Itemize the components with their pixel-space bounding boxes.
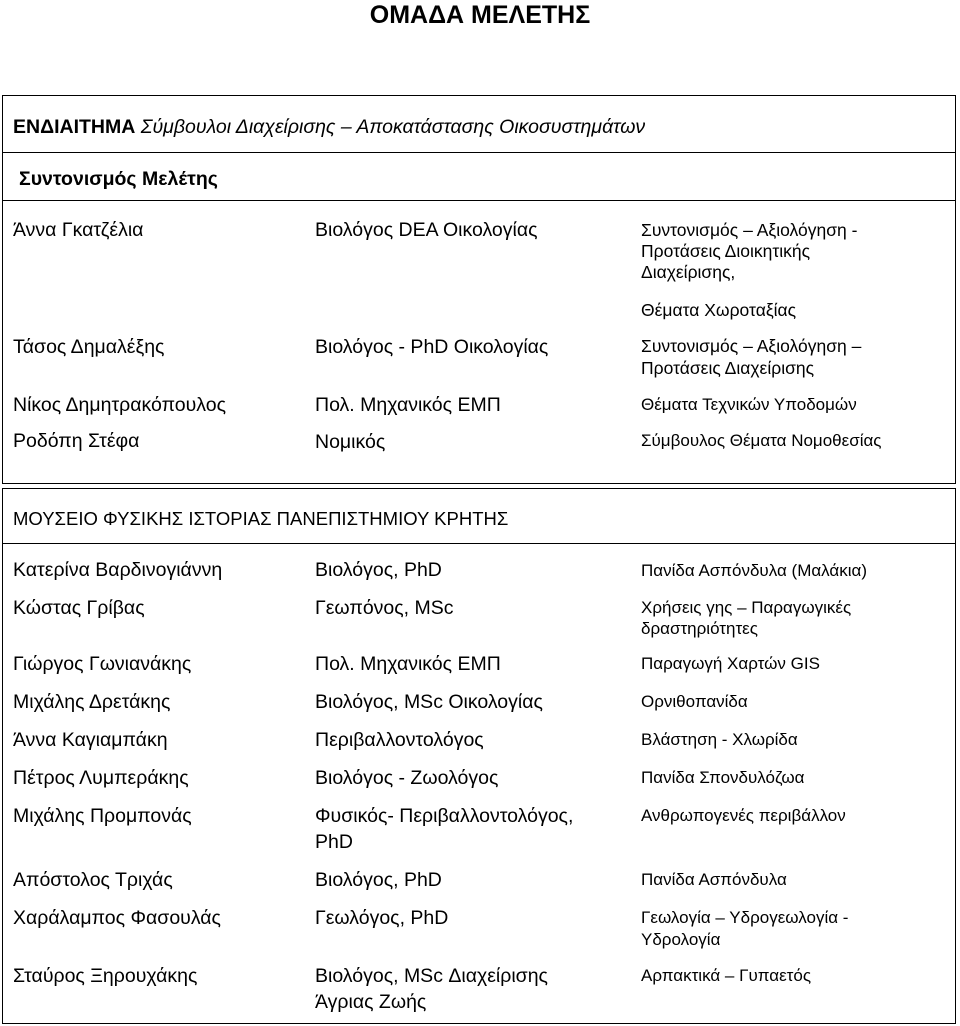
member-title: Γεωλόγος, PhD <box>315 907 449 929</box>
section-endiaitima <box>2 95 956 484</box>
member-title: Βιολόγος, PhD <box>315 559 442 581</box>
member-role-line: Αρπακτικά – Γυπαετός <box>641 966 812 985</box>
member-role-line: Γεωλογία – Υδρογεωλογία - <box>641 908 849 927</box>
member-title: Βιολόγος - PhD Οικολογίας <box>315 336 549 358</box>
member-role-line: Θέματα Τεχνικών Υποδομών <box>641 395 857 414</box>
member-title: Περιβαλλοντολόγος <box>315 729 484 751</box>
member-title: Φυσικός- Περιβαλλοντολόγος, <box>315 805 574 827</box>
member-role-line: Σύμβουλος Θέματα Νομοθεσίας <box>641 431 882 450</box>
member-title: Βιολόγος, MSc Οικολογίας <box>315 691 543 713</box>
page-title: ΟΜΑΔΑ ΜΕΛΕΤΗΣ <box>369 1 591 29</box>
section-heading <box>13 116 645 139</box>
member-role-line: Χρήσεις γης – Παραγωγικές <box>641 598 852 617</box>
member-name: Γιώργος Γωνιανάκης <box>13 653 192 675</box>
member-role-line: Πανίδα Σπονδυλόζωα <box>641 768 805 787</box>
member-title: Γεωπόνος, MSc <box>315 597 454 619</box>
divider <box>3 543 955 544</box>
member-name: Κατερίνα Βαρδινογιάννη <box>13 559 223 581</box>
member-role-line: Πανίδα Ασπόνδυλα (Μαλάκια) <box>641 561 868 580</box>
member-title: Βιολόγος DEA Οικολογίας <box>315 219 538 241</box>
member-name: Τάσος Δημαλέξης <box>13 336 165 358</box>
member-name: Μιχάλης Προμπονάς <box>13 805 192 827</box>
member-title: Νομικός <box>315 431 386 453</box>
member-role-line: δραστηριότητες <box>641 619 758 638</box>
member-title: Πολ. Μηχανικός ΕΜΠ <box>315 653 501 675</box>
member-name: Χαράλαμπος Φασουλάς <box>13 907 221 929</box>
section-heading-org: ΕΝΔΙΑΙΤΗΜΑ <box>13 116 136 138</box>
divider <box>3 152 955 153</box>
member-role-line: Συντονισμός – Αξιολόγηση - <box>641 220 858 240</box>
member-name: Ροδόπη Στέφα <box>13 430 140 452</box>
member-name: Απόστολος Τριχάς <box>13 869 173 891</box>
member-title: PhD <box>315 831 353 853</box>
member-role-line: Προτάσεις Διαχείρισης <box>641 358 815 378</box>
member-role-line: Ανθρωπογενές περιβάλλον <box>641 806 846 825</box>
member-role-line: Συντονισμός – Αξιολόγηση – <box>641 336 862 356</box>
member-role-line: Προτάσεις Διοικητικής <box>641 241 811 261</box>
member-role-line: Παραγωγή Χαρτών GIS <box>641 654 820 673</box>
member-title: Πολ. Μηχανικός ΕΜΠ <box>315 394 501 416</box>
member-name: Σταύρος Ξηρουχάκης <box>13 965 198 987</box>
member-role-line: Ορνιθοπανίδα <box>641 692 748 711</box>
member-name: Άννα Καγιαμπάκη <box>13 729 168 751</box>
member-name: Νίκος Δημητρακόπουλος <box>13 394 226 416</box>
member-role-line: Διαχείρισης, <box>641 262 736 282</box>
member-name: Κώστας Γρίβας <box>13 597 145 619</box>
section-heading: ΜΟΥΣΕΙΟ ΦΥΣΙΚΗΣ ΙΣΤΟΡΙΑΣ ΠΑΝΕΠΙΣΤΗΜΙΟΥ ΚΡΗΤΗΣ <box>13 508 509 529</box>
member-role-line: Βλάστηση - Χλωρίδα <box>641 730 798 749</box>
divider <box>3 200 955 201</box>
section-heading-desc: Σύμβουλοι Διαχείρισης – Αποκατάστασης Οικοσυστημάτων <box>140 116 646 138</box>
section-museum <box>2 488 956 1024</box>
member-title: Βιολόγος - Ζωολόγος <box>315 767 499 789</box>
member-name: Άννα Γκατζέλια <box>13 219 144 241</box>
member-title: Βιολόγος, PhD <box>315 869 442 891</box>
member-role-line: Υδρολογία <box>641 930 721 949</box>
section-subheading: Συντονισμός Μελέτης <box>19 168 218 190</box>
member-title: Άγριας Ζωής <box>315 991 427 1013</box>
member-role-line: Θέματα Χωροταξίας <box>641 300 797 320</box>
member-name: Μιχάλης Δρετάκης <box>13 691 171 713</box>
member-title: Βιολόγος, MSc Διαχείρισης <box>315 965 548 987</box>
member-name: Πέτρος Λυμπεράκης <box>13 767 189 789</box>
member-role-line: Πανίδα Ασπόνδυλα <box>641 870 787 889</box>
